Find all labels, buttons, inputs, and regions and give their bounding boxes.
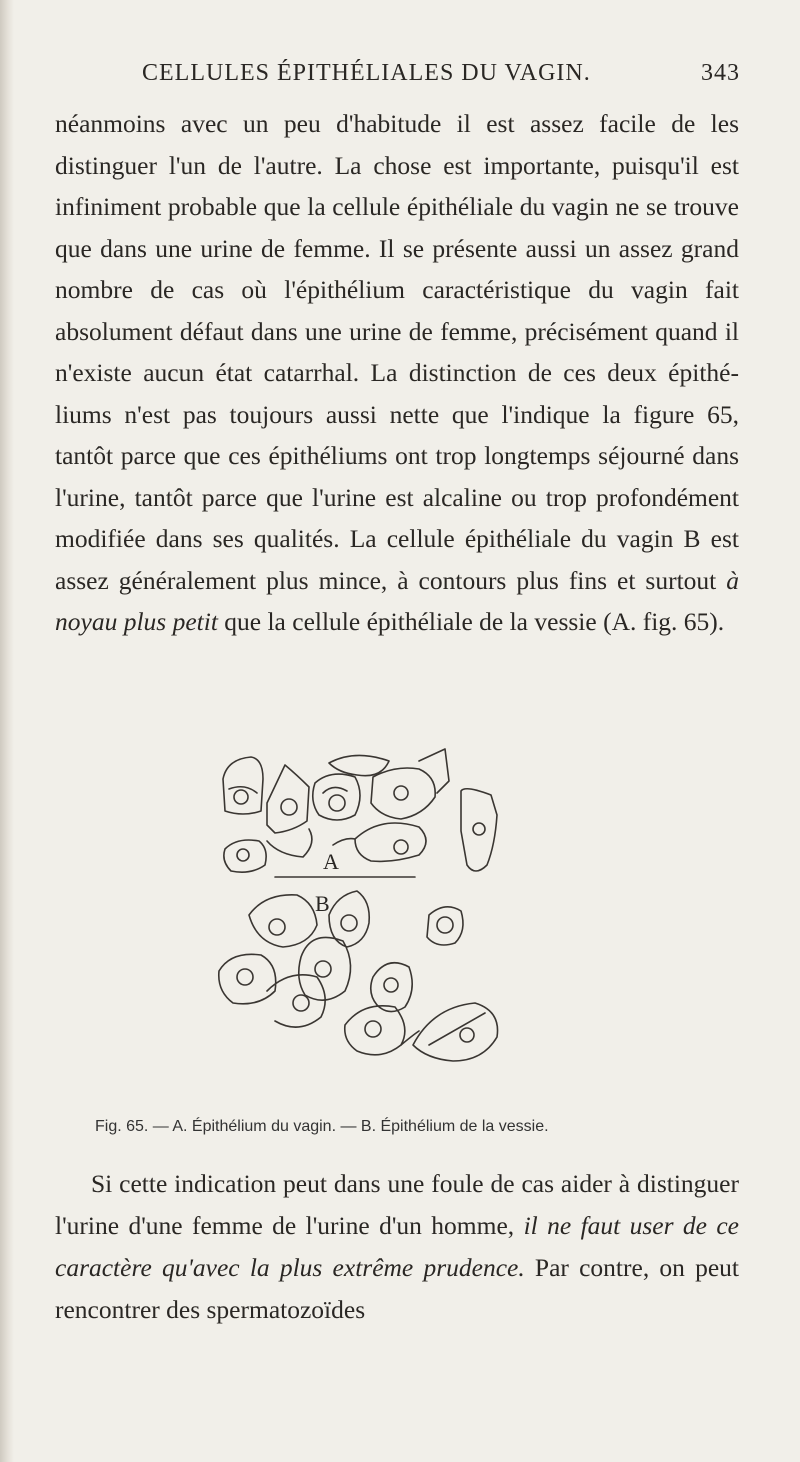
paragraph-1: [55, 103, 739, 643]
page-number: 343: [701, 60, 740, 86]
figure-caption: Fig. 65. — A. Épithélium du vagin. — B. Épithélium de la vessie.: [95, 1118, 549, 1135]
paragraph-2-part-2: Par contre, on peut rencontrer des spermatozoïdes: [55, 1253, 739, 1324]
paragraph-1-part-2: que la cellule épithéliale de la vessie (A. fig. 65).: [217, 607, 725, 636]
paragraph-1-text: [55, 103, 739, 643]
paragraph-1-italic: à noyau plus petit: [55, 565, 739, 636]
page-spine-shadow: [0, 0, 14, 1462]
running-header: [50, 60, 740, 90]
epithelium-illustration: [205, 745, 535, 1100]
figure-65: [205, 745, 535, 1100]
cells-group-b: [219, 891, 498, 1061]
paragraph-2-text: [55, 1163, 739, 1331]
paragraph-2-italic: il ne faut user de ce caractère qu'avec la plus extrême prudence.: [55, 1211, 739, 1282]
paragraph-2: [55, 1163, 739, 1331]
running-title: CELLULES ÉPITHÉLIALES DU VAGIN.: [142, 60, 591, 86]
paragraph-2-part-1: Si cette indication peut dans une foule de cas aider à distinguer l'urine d'une femme de l'urine d'un homme,: [55, 1169, 739, 1240]
label-b: B: [315, 891, 330, 916]
label-a: A: [323, 849, 339, 874]
paragraph-1-part-1: néanmoins avec un peu d'habitude il est assez facile de les distinguer l'un de l'autre. La chose est importante, puisqu'il est infiniment probable que la cellule épithéliale du vagin ne se trouve que dans une urine de femme. Il se présente aussi un assez grand nombre de cas où l'épithélium caractéristique du vagin fait absolument défaut dans une urine de femme, précisément quand il n'existe aucun état catarrhal. La distinction de ces deux épithéliums n'est pas toujours aussi nette que l'indique la figure 65, tantôt parce que ces épithéliums ont trop longtemps séjourné dans l'urine, tantôt parce que l'urine est alcaline ou trop profondément modifiée dans ses qualités. La cellule épithéliale du vagin B est assez généralement plus mince, à contours plus fins et surtout: [55, 109, 739, 595]
cells-group-a: [223, 749, 497, 877]
